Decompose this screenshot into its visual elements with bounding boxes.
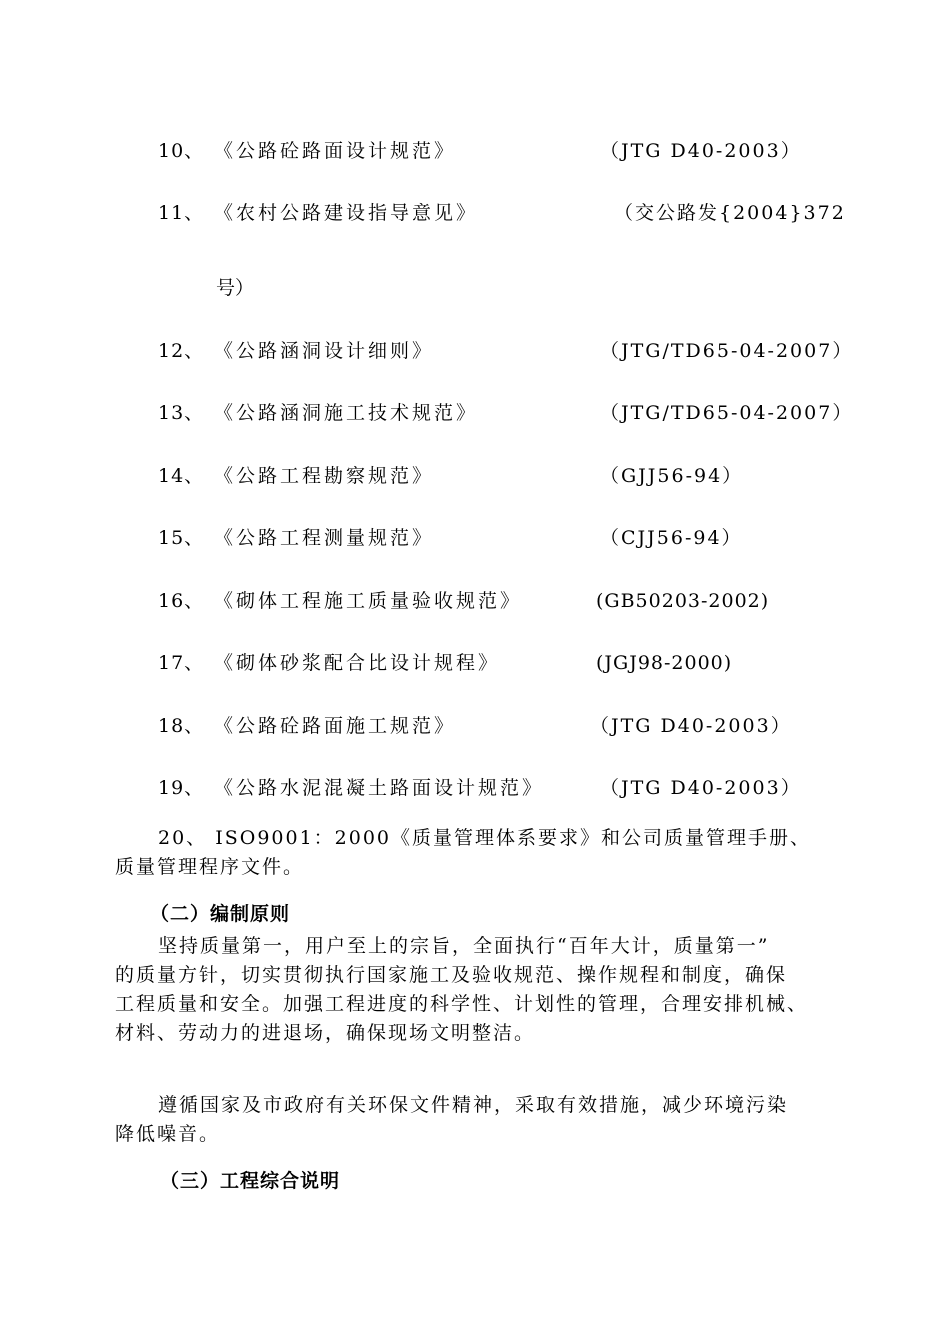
- reference-number: 16、: [158, 590, 205, 612]
- section-heading: （二）编制原则: [150, 903, 291, 925]
- paragraph: [115, 932, 855, 1048]
- reference-number: 17、: [158, 652, 205, 674]
- reference-title: 《砌体工程施工质量验收规范》: [214, 590, 523, 612]
- reference-number: 11、: [158, 202, 205, 224]
- reference-code: （JTG D40-2003）: [600, 777, 802, 799]
- reference-title: 《公路工程测量规范》: [214, 527, 435, 549]
- reference-title: 《砌体砂浆配合比设计规程》: [214, 652, 501, 674]
- reference-number: 13、: [158, 402, 205, 424]
- text-line: 工程质量和安全。加强工程进度的科学性、计划性的管理，合理安排机械、: [115, 993, 809, 1015]
- reference-number: 10、: [158, 140, 205, 162]
- text-line: 20、 ISO9001：2000《质量管理体系要求》和公司质量管理手册、: [158, 827, 812, 849]
- text-line: 遵循国家及市政府有关环保文件精神，采取有效措施，减少环境污染: [158, 1094, 789, 1116]
- reference-title: 《公路涵洞施工技术规范》: [214, 402, 479, 424]
- reference-number: 14、: [158, 465, 205, 487]
- reference-code: （JTG/TD65-04-2007）: [600, 340, 854, 362]
- reference-title: 《公路涵洞设计细则》: [214, 340, 435, 362]
- reference-code: （CJJ56-94）: [600, 527, 743, 549]
- reference-title: 《公路水泥混凝土路面设计规范》: [214, 777, 545, 799]
- reference-code: （JTG D40-2003）: [600, 140, 802, 162]
- reference-title: 《公路砼路面施工规范》: [214, 715, 457, 737]
- reference-number: 19、: [158, 777, 205, 799]
- reference-code: (JGJ98-2000): [596, 652, 733, 674]
- reference-code: （GJJ56-94）: [600, 465, 744, 487]
- reference-code: （交公路发{2004}372: [614, 202, 846, 224]
- reference-title: 《公路砼路面设计规范》: [214, 140, 457, 162]
- reference-code: （JTG D40-2003）: [590, 715, 792, 737]
- reference-title: 《农村公路建设指导意见》: [214, 202, 479, 224]
- reference-title: 《公路工程勘察规范》: [214, 465, 435, 487]
- paragraph: [115, 1091, 855, 1149]
- reference-number: 12、: [158, 340, 205, 362]
- reference-number: 18、: [158, 715, 205, 737]
- text-line: 坚持质量第一，用户至上的宗旨，全面执行“百年大计，质量第一”: [158, 935, 770, 957]
- text-line: 的质量方针，切实贯彻执行国家施工及验收规范、操作规程和制度，确保: [115, 964, 788, 986]
- reference-code-continuation: 号）: [216, 277, 255, 299]
- text-line: 材料、劳动力的进退场，确保现场文明整洁。: [115, 1022, 536, 1044]
- text-line: 降低噪音。: [115, 1123, 221, 1145]
- reference-item-20: [115, 824, 855, 882]
- reference-code: (GB50203-2002): [596, 590, 770, 612]
- reference-number: 15、: [158, 527, 205, 549]
- section-heading: （三）工程综合说明: [160, 1170, 341, 1192]
- reference-code: （JTG/TD65-04-2007）: [600, 402, 854, 424]
- text-line: 质量管理程序文件。: [115, 856, 305, 878]
